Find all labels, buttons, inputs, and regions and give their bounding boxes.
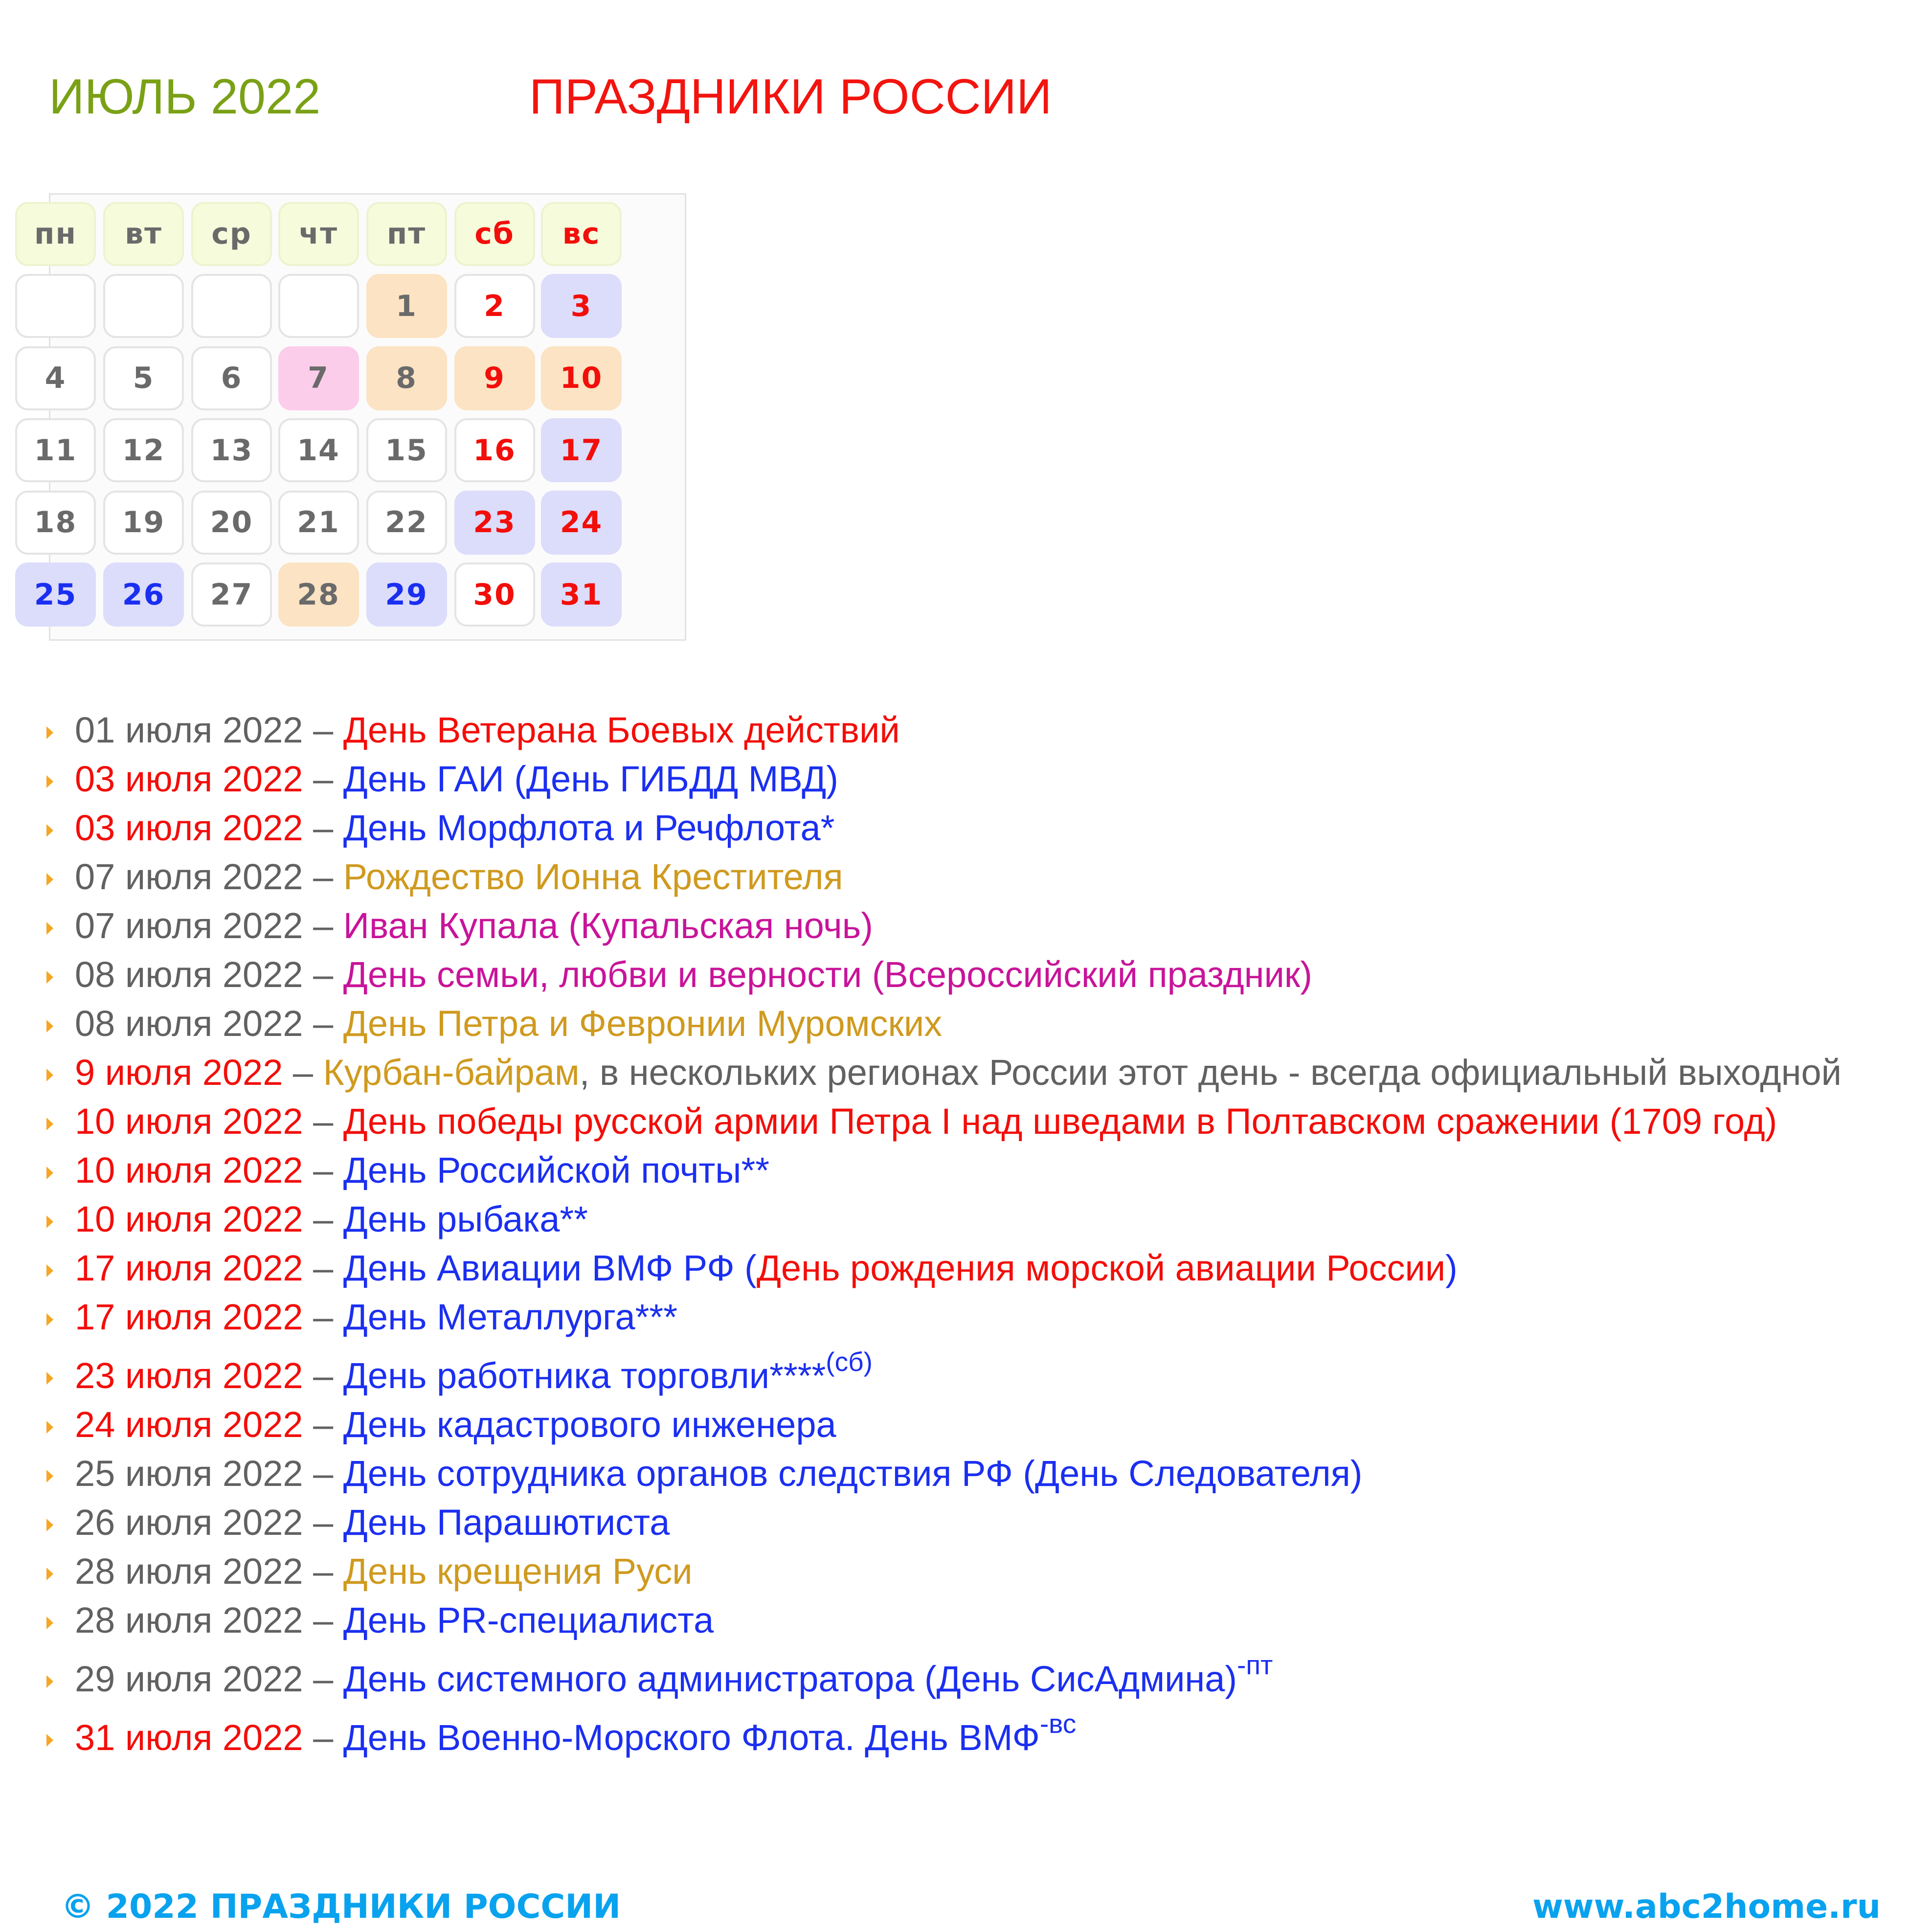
holiday-text: Курбан-байрам (323, 1052, 580, 1093)
holiday-date: 24 июля 2022 (75, 1404, 303, 1445)
holiday-text: – (303, 1101, 343, 1142)
page-title: ПРАЗДНИКИ РОССИИ (529, 69, 1052, 124)
bullet-arrow-icon (46, 971, 53, 984)
calendar-day-31[interactable]: 31 (541, 562, 622, 627)
holiday-text: День рыбака** (343, 1199, 588, 1239)
calendar-day-28[interactable]: 28 (278, 562, 359, 627)
calendar-day-29[interactable]: 29 (366, 562, 447, 627)
holiday-item (46, 804, 1905, 853)
bullet-arrow-icon (46, 1568, 53, 1580)
holiday-text: -пт (1237, 1650, 1273, 1680)
holiday-text: – (303, 1453, 343, 1494)
bullet-arrow-icon (46, 1020, 53, 1033)
holiday-date: 10 июля 2022 (75, 1101, 303, 1142)
calendar-day-15[interactable]: 15 (366, 418, 447, 482)
holiday-date: 29 июля 2022 (75, 1659, 303, 1699)
holiday-text: День Парашютиста (343, 1502, 670, 1543)
calendar-day-17[interactable]: 17 (541, 418, 622, 482)
holiday-text: – (303, 1297, 343, 1337)
weekday-header-2[interactable]: вт (103, 202, 184, 266)
holiday-text: , в нескольких регионах России этот день - всегда официальный выходной (579, 1052, 1842, 1093)
holiday-item (46, 755, 1905, 804)
holiday-text: – (303, 1600, 343, 1640)
holiday-text: День Петра и Февронии Муромских (343, 1003, 943, 1044)
holiday-text: – (303, 1404, 343, 1445)
calendar-day-27[interactable]: 27 (191, 562, 272, 627)
holiday-text: – (303, 1150, 343, 1191)
holiday-item (46, 999, 1905, 1048)
bullet-arrow-icon (46, 775, 53, 788)
holiday-text: – (303, 1355, 343, 1396)
calendar-day-14[interactable]: 14 (278, 418, 359, 482)
calendar-day-8[interactable]: 8 (366, 346, 447, 410)
calendar-day-5[interactable]: 5 (103, 346, 184, 410)
holiday-item (46, 1498, 1905, 1547)
bullet-arrow-icon (46, 1734, 53, 1747)
holiday-date: 08 июля 2022 (75, 954, 303, 995)
holiday-item (46, 1146, 1905, 1195)
holiday-item (46, 950, 1905, 999)
calendar-day-10[interactable]: 10 (541, 346, 622, 410)
holiday-text: День победы русской армии Петра I над шведами в Полтавском сражении (1709 год) (343, 1101, 1777, 1142)
holiday-item (46, 1048, 1845, 1097)
holiday-text: Рождество Ионна Крестителя (343, 856, 843, 897)
holiday-text: – (303, 1003, 343, 1044)
holiday-text: – (303, 1502, 343, 1543)
holiday-item (46, 1244, 1905, 1293)
holiday-text: – (283, 1052, 323, 1093)
holiday-item (46, 1400, 1905, 1449)
bullet-arrow-icon (46, 1617, 53, 1629)
holiday-date: 26 июля 2022 (75, 1502, 303, 1543)
holiday-date: 03 июля 2022 (75, 808, 303, 848)
holiday-text: – (303, 759, 343, 799)
holiday-text: День кадастрового инженера (343, 1404, 836, 1445)
holiday-item (46, 1708, 1905, 1762)
bullet-arrow-icon (46, 1470, 53, 1483)
calendar-day-3[interactable]: 3 (541, 274, 622, 338)
calendar-day-18[interactable]: 18 (15, 491, 96, 555)
calendar-empty-cell (278, 274, 359, 338)
calendar-day-6[interactable]: 6 (191, 346, 272, 410)
calendar-empty-cell (103, 274, 184, 338)
holiday-item (46, 706, 1905, 755)
holiday-date: 23 июля 2022 (75, 1355, 303, 1396)
calendar-day-22[interactable]: 22 (366, 491, 447, 555)
holiday-item (46, 1195, 1905, 1244)
calendar-grid (34, 193, 686, 641)
month-title: ИЮЛЬ 2022 (49, 69, 321, 124)
holiday-list (46, 706, 1905, 1762)
weekday-header-3[interactable]: ср (191, 202, 272, 266)
bullet-arrow-icon (46, 824, 53, 837)
bullet-arrow-icon (46, 922, 53, 935)
bullet-arrow-icon (46, 1118, 53, 1130)
holiday-text: – (303, 856, 343, 897)
holiday-date: 9 июля 2022 (75, 1052, 283, 1093)
holiday-text: День ГАИ (День ГИБДД МВД) (343, 759, 838, 799)
calendar-day-25[interactable]: 25 (15, 562, 96, 627)
weekday-header-5[interactable]: пт (366, 202, 447, 266)
holiday-text: – (303, 808, 343, 848)
calendar-day-2[interactable]: 2 (454, 274, 535, 338)
holiday-text: День Морфлота и Речфлота* (343, 808, 835, 848)
calendar-day-30[interactable]: 30 (454, 562, 535, 627)
holiday-date: 08 июля 2022 (75, 1003, 303, 1044)
bullet-arrow-icon (46, 1167, 53, 1179)
holiday-text: День сотрудника органов следствия РФ (День Следователя) (343, 1453, 1363, 1494)
holiday-item (46, 1097, 1905, 1146)
footer-website-link[interactable]: www.abc2home.ru (1532, 1887, 1881, 1926)
calendar-day-24[interactable]: 24 (541, 491, 622, 555)
holiday-date: 07 июля 2022 (75, 856, 303, 897)
calendar-day-11[interactable]: 11 (15, 418, 96, 482)
holiday-text: День семьи, любви и верности (Всероссийский праздник) (343, 954, 1312, 995)
holiday-item (46, 1650, 1905, 1704)
calendar-day-20[interactable]: 20 (191, 491, 272, 555)
holiday-date: 10 июля 2022 (75, 1150, 303, 1191)
bullet-arrow-icon (46, 1675, 53, 1688)
holiday-text: День Металлурга*** (343, 1297, 678, 1337)
calendar-empty-cell (15, 274, 96, 338)
calendar-empty-cell (191, 274, 272, 338)
holiday-text: – (303, 905, 343, 946)
holiday-date: 28 июля 2022 (75, 1600, 303, 1640)
bullet-arrow-icon (46, 873, 53, 886)
bullet-arrow-icon (46, 1069, 53, 1081)
calendar-day-12[interactable]: 12 (103, 418, 184, 482)
bullet-arrow-icon (46, 1421, 53, 1434)
holiday-date: 01 июля 2022 (75, 710, 303, 750)
calendar-day-16[interactable]: 16 (454, 418, 535, 482)
holiday-text: День рождения морской авиации России (756, 1248, 1446, 1288)
holiday-item (46, 901, 1905, 950)
bullet-arrow-icon (46, 1215, 53, 1228)
weekday-header-4[interactable]: чт (278, 202, 359, 266)
calendar-day-23[interactable]: 23 (454, 491, 535, 555)
holiday-date: 03 июля 2022 (75, 759, 303, 799)
holiday-date: 10 июля 2022 (75, 1199, 303, 1239)
holiday-date: 07 июля 2022 (75, 905, 303, 946)
calendar-day-21[interactable]: 21 (278, 491, 359, 555)
holiday-text: День работника торговли**** (343, 1355, 826, 1396)
bullet-arrow-icon (46, 1313, 53, 1326)
holiday-text: – (303, 710, 343, 750)
calendar-day-9[interactable]: 9 (454, 346, 535, 410)
holiday-text: – (303, 1551, 343, 1592)
holiday-text: День Российской почты** (343, 1150, 770, 1191)
calendar-day-7[interactable]: 7 (278, 346, 359, 410)
holiday-text: Иван Купала (Купальская ночь) (343, 905, 873, 946)
holiday-text: День PR-специалиста (343, 1600, 714, 1640)
holiday-text: -вс (1039, 1708, 1077, 1739)
holiday-text: – (303, 954, 343, 995)
calendar-day-1[interactable]: 1 (366, 274, 447, 338)
holiday-date: 25 июля 2022 (75, 1453, 303, 1494)
holiday-text: ) (1445, 1248, 1458, 1288)
footer-copyright: © 2022 ПРАЗДНИКИ РОССИИ (61, 1887, 621, 1926)
holiday-date: 17 июля 2022 (75, 1248, 303, 1288)
holiday-date: 31 июля 2022 (75, 1717, 303, 1758)
holiday-item (46, 853, 1905, 901)
holiday-text: – (303, 1248, 343, 1288)
holiday-item (46, 1347, 1905, 1400)
holiday-date: 28 июля 2022 (75, 1551, 303, 1592)
holiday-item (46, 1596, 1905, 1645)
calendar-day-19[interactable]: 19 (103, 491, 184, 555)
holiday-text: День Ветерана Боевых действий (343, 710, 900, 750)
holiday-text: – (303, 1717, 343, 1758)
bullet-arrow-icon (46, 726, 53, 739)
holiday-date: 17 июля 2022 (75, 1297, 303, 1337)
bullet-arrow-icon (46, 1372, 53, 1385)
holiday-text: День Военно-Морского Флота. День ВМФ (343, 1717, 1040, 1758)
holiday-item (46, 1449, 1905, 1498)
calendar-day-4[interactable]: 4 (15, 346, 96, 410)
holiday-text: – (303, 1659, 343, 1699)
bullet-arrow-icon (46, 1264, 53, 1277)
holiday-text: (сб) (826, 1347, 873, 1377)
holiday-text: День Авиации ВМФ РФ ( (343, 1248, 757, 1288)
holiday-text: – (303, 1199, 343, 1239)
calendar-day-26[interactable]: 26 (103, 562, 184, 627)
holiday-item (46, 1547, 1905, 1596)
weekday-header-1[interactable]: пн (15, 202, 96, 266)
holiday-text: День системного администратора (День СисАдмина) (343, 1659, 1237, 1699)
bullet-arrow-icon (46, 1519, 53, 1531)
holiday-item (46, 1293, 1905, 1342)
holiday-text: День крещения Руси (343, 1551, 693, 1592)
weekday-header-7[interactable]: вс (541, 202, 622, 266)
calendar-day-13[interactable]: 13 (191, 418, 272, 482)
weekday-header-6[interactable]: сб (454, 202, 535, 266)
